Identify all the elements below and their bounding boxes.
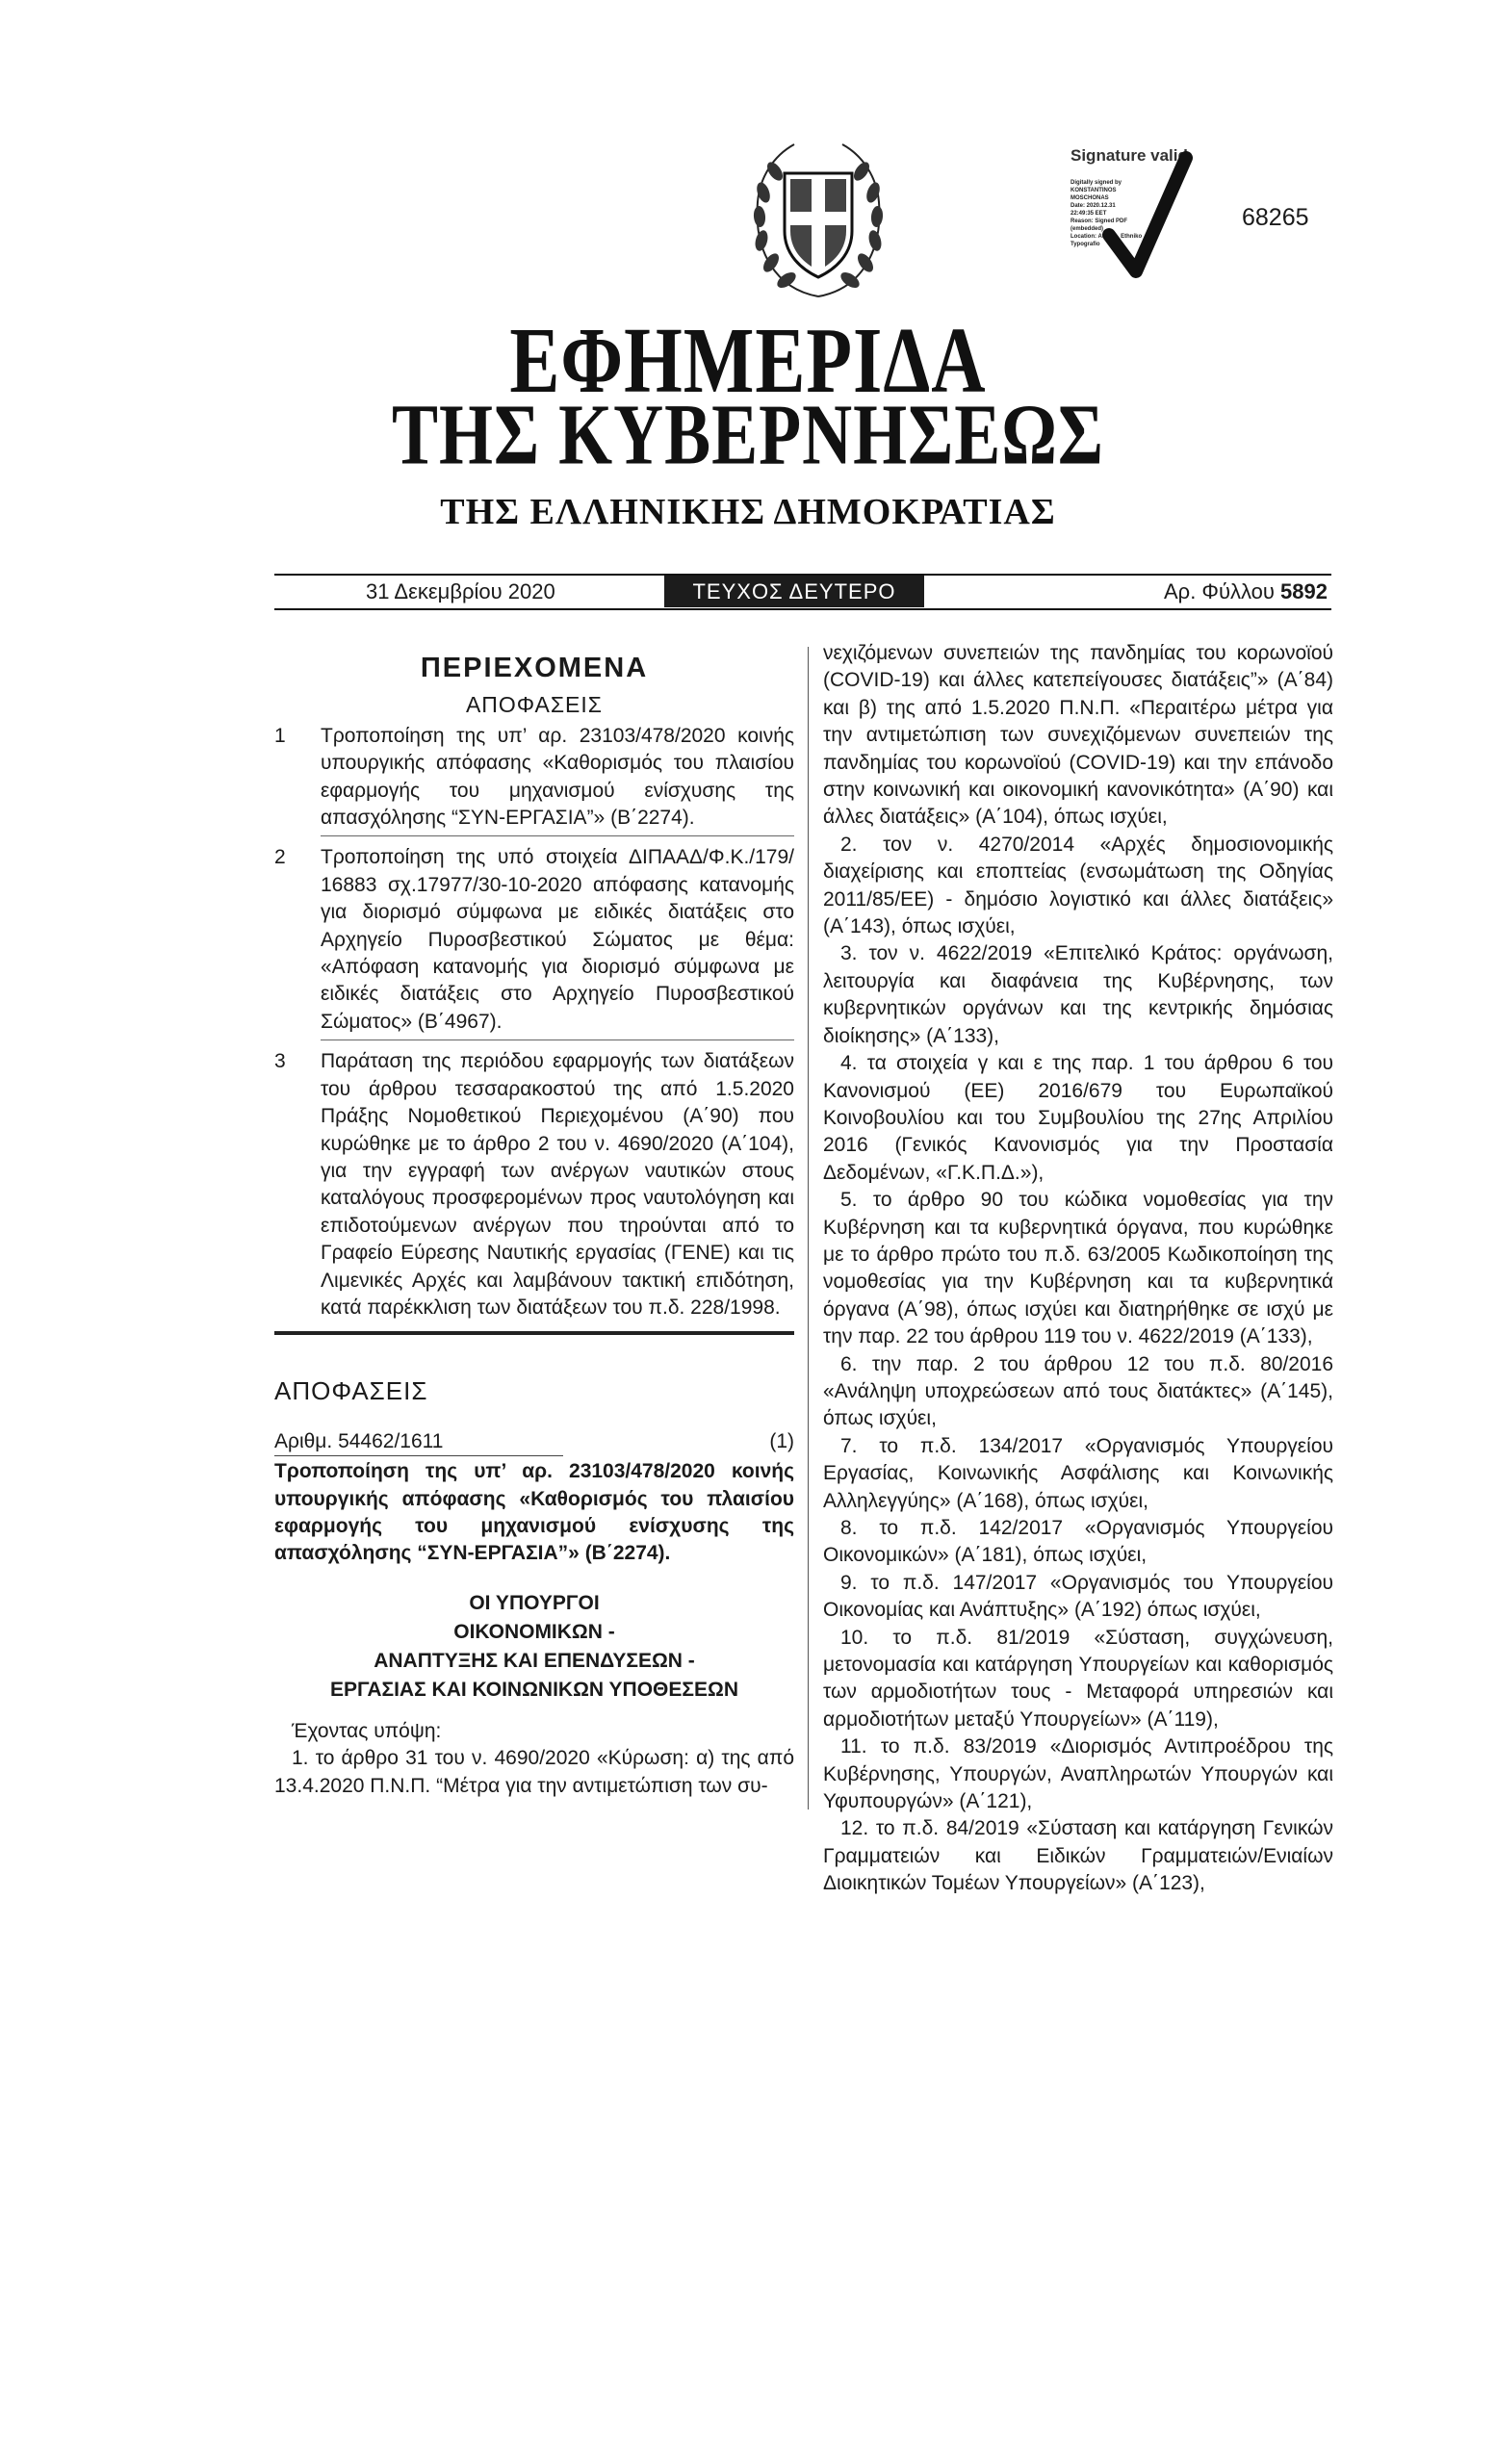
signature-label: Signature valid bbox=[1070, 146, 1188, 165]
issuing-ministers bbox=[274, 1589, 794, 1705]
greek-coat-of-arms-icon bbox=[746, 135, 890, 303]
signature-line: Typografio bbox=[1070, 242, 1100, 247]
legal-basis-paragraph: 9. το π.δ. 147/2017 «Οργανισμός του Υπουργείου Οικονομίας και Ανάπτυξης» (Α΄192) όπως ισχύει, bbox=[823, 1571, 1333, 1622]
left-column bbox=[274, 654, 794, 1800]
signature-line: MOSCHONAS bbox=[1070, 195, 1109, 201]
signature-line: Reason: Signed PDF bbox=[1070, 218, 1128, 224]
toc-item-text: Τροποποίηση της υπό στοιχεία ΔΙΠΑΑΔ/Φ.Κ./179/ 16883 σχ.17977/30-10-2020 απόφασης κατανομής για διορισμό σύμφωνα με ειδικές διατάξεις στο Αρχηγείο Πυροσβεστικού Σώματος με θέμα: «Απόφαση κατανομής για διορισμό σύμφωνα με ειδικές διατάξεις στο Αρχηγείο Πυροσβεστικού Σώματος» (Β΄4967). bbox=[321, 846, 794, 1033]
toc-divider bbox=[321, 835, 794, 836]
ministers-line: ΕΡΓΑΣΙΑΣ ΚΑΙ ΚΟΙΝΩΝΙΚΩΝ ΥΠΟΘΕΣΕΩΝ bbox=[329, 1678, 738, 1701]
checkmark-icon bbox=[1070, 146, 1225, 291]
legal-basis-paragraph: 10. το π.δ. 81/2019 «Σύσταση, συγχώνευση, μετονομασία και κατάργηση Υπουργείων και καθορισμός των αρμοδιοτήτων τους - Μεταφορά υπηρεσιών και αρμοδιοτήτων μεταξύ Υπουργείων» (Α΄119), bbox=[823, 1626, 1333, 1731]
toc-item bbox=[274, 1048, 794, 1322]
decisions-heading: ΑΠΟΦΑΣΕΙΣ bbox=[274, 1376, 428, 1406]
issue-sheet-value: 5892 bbox=[1280, 579, 1328, 603]
toc-item bbox=[274, 844, 794, 1036]
digital-signature-stamp bbox=[1070, 146, 1225, 291]
having-regard: Έχοντας υπόψη: bbox=[292, 1719, 442, 1742]
toc-item-number: 1 bbox=[274, 724, 286, 747]
contents-subheading: ΑΠΟΦΑΣΕΙΣ bbox=[465, 692, 604, 718]
fek-code: 68265 bbox=[1242, 204, 1309, 231]
signature-line: 22:49:35 EET bbox=[1070, 211, 1107, 217]
legal-basis-paragraph: 2. τον ν. 4270/2014 «Αρχές δημοσιονομικής διαχείρισης και εποπτείας (ενσωμάτωση της Οδηγίας 2011/85/ΕΕ) - δημόσιο λογιστικό και άλλες διατάξεις» (Α΄143), όπως ισχύει, bbox=[823, 833, 1333, 938]
signature-line: Date: 2020.12.31 bbox=[1070, 203, 1116, 209]
issue-sheet-prefix: Αρ. Φύλλου bbox=[1164, 579, 1281, 603]
contents-end-rule bbox=[274, 1331, 794, 1335]
legal-basis-paragraph: 4. τα στοιχεία γ και ε της παρ. 1 του άρθρου 6 του Κανονισμού (ΕΕ) 2016/679 του Ευρωπαϊκού Κοινοβουλίου και του Συμβουλίου της 27ης Απριλίου 2016 (Γενικός Κανονισμός για την Προστασία Δεδομένων, «Γ.Κ.Π.Δ.»), bbox=[823, 1052, 1333, 1184]
gazette-republic-line: ΤΗΣ ΕΛΛΗΝΙΚΗΣ ΔΗΜΟΚΡΑΤΙΑΣ bbox=[440, 492, 1056, 532]
legal-basis-paragraph: 8. το π.δ. 142/2017 «Οργανισμός Υπουργείου Οικονομικών» (Α΄181), όπως ισχύει, bbox=[823, 1517, 1333, 1567]
issue-part-badge: ΤΕΥΧΟΣ ΔΕΥΤΕΡΟ bbox=[664, 576, 924, 607]
toc-item-number: 2 bbox=[274, 846, 286, 869]
signature-line: KONSTANTINOS bbox=[1070, 188, 1117, 193]
signature-line: Digitally signed by bbox=[1070, 180, 1122, 186]
legal-basis-paragraph: 7. το π.δ. 134/2017 «Οργανισμός Υπουργείου Εργασίας, Κοινωνικής Ασφάλισης και Κοινωνικής Αλληλεγγύης» (Α΄168), όπως ισχύει, bbox=[823, 1434, 1333, 1512]
decision-number-rule bbox=[274, 1455, 563, 1456]
issue-sheet-number bbox=[1164, 579, 1328, 604]
ministers-line: ΟΙΚΟΝΟΜΙΚΩΝ - bbox=[453, 1620, 615, 1643]
right-column bbox=[823, 640, 1333, 1898]
legal-basis-paragraph: 5. το άρθρο 90 του κώδικα νομοθεσίας για την Κυβέρνηση και τα κυβερνητικά όργανα, που κυρώθηκε με το άρθρο πρώτο του π.δ. 63/2005 Κωδικοποίηση της νομοθεσίας για την Κυβέρνηση και τα κυβερνητικά όργανα (Α΄98), όπως ισχύει και διατηρήθηκε σε ισχύ με την παρ. 22 του άρθρου 119 του ν. 4622/2019 (Α΄133), bbox=[823, 1189, 1333, 1348]
issue-date: 31 Δεκεμβρίου 2020 bbox=[366, 579, 555, 603]
toc-item-text: Παράταση της περιόδου εφαρμογής των διατάξεων του άρθρου τεσσαρακοστού της από 1.5.2020 Πράξης Νομοθετικού Περιεχομένου (Α΄90) που κυρώθηκε με το άρθρο 2 του ν. 4690/2020 (Α΄104), για την εγγραφή των ανέργων ναυτικών στους καταλόγους προσφερομένων προς ναυτολόγηση και επιδοτούμενων ανέργων που τηρούνται από το Γραφείο Εύρεσης Ναυτικής εργασίας (ΓΕΝΕ) και τις Λιμενικές Αρχές και λαμβάνουν τακτική επιδότηση, κατά παρέκκλιση των διατάξεων του π.δ. 228/1998. bbox=[321, 1050, 794, 1319]
legal-basis-paragraph: 3. τον ν. 4622/2019 «Επιτελικό Κράτος: οργάνωση, λειτουργία και διαφάνεια της Κυβέρνησης, των κυβερνητικών οργάνων και της κεντρικής δημόσιας διοίκησης» (Α΄133), bbox=[823, 942, 1333, 1047]
toc-item-text: Τροποποίηση της υπ’ αρ. 23103/478/2020 κοινής υπουργικής απόφασης «Καθορισμός του πλαισίου εφαρμογής του μηχανισμού ενίσχυσης της απασχόλησης “ΣΥΝ-ΕΡΓΑΣΙΑ”» (Β΄2274). bbox=[321, 724, 794, 830]
legal-basis-paragraph: 6. την παρ. 2 του άρθρου 12 του π.δ. 80/2016 «Ανάληψη υποχρεώσεων από τους διατάκτες» (Α΄145), όπως ισχύει, bbox=[823, 1352, 1333, 1430]
signature-line: Location: Athens, Ethniko bbox=[1070, 234, 1143, 240]
signature-line: (embedded) bbox=[1070, 226, 1104, 232]
gazette-title: ΕΦΗΜΕΡΙΔΑ bbox=[509, 307, 987, 412]
contents-heading: ΠΕΡΙΕΧΟΜΕΝΑ bbox=[420, 653, 649, 683]
legal-basis-paragraph: 12. το π.δ. 84/2019 «Σύσταση και κατάργηση Γενικών Γραμματειών και Ειδικών Γραμματειών/Ενιαίων Διοικητικών Τομέων Υπουργείων» (Α΄123), bbox=[823, 1817, 1333, 1895]
legal-basis-paragraph: 1. το άρθρο 31 του ν. 4690/2020 «Κύρωση: α) της από 13.4.2020 Π.Ν.Π. “Μέτρα για την αντιμετώπιση των συ- bbox=[274, 1747, 794, 1797]
legal-basis-paragraph: νεχιζόμενων συνεπειών της πανδημίας του κορωνοϊού (COVID-19) και άλλες κατεπείγουσες διατάξεις”» (Α΄84) και β) της από 1.5.2020 Π.Ν.Π. «Περαιτέρω μέτρα για την αντιμετώπιση των συνεχιζόμενων συνεπειών της πανδημίας του κορωνοϊού (COVID-19) και την επάνοδο στην κοινωνική και οικονομική κανονικότητα» (Α΄90) και άλλες διατάξεις» (Α΄104), όπως ισχύει, bbox=[823, 642, 1333, 829]
decision-number: Αριθμ. 54462/1611 bbox=[274, 1429, 444, 1452]
ministers-line: ΟΙ ΥΠΟΥΡΓΟΙ bbox=[469, 1591, 600, 1614]
toc-item-number: 3 bbox=[274, 1050, 286, 1073]
legal-basis-paragraph: 11. το π.δ. 83/2019 «Διορισμός Αντιπροέδρου της Κυβέρνησης, Υπουργών, Αναπληρωτών Υπουργών και Υφυπουργών» (Α΄121), bbox=[823, 1735, 1333, 1813]
toc-item bbox=[274, 723, 794, 833]
issue-bar-rule-bottom bbox=[274, 608, 1331, 610]
decision-index: (1) bbox=[769, 1429, 794, 1452]
column-separator bbox=[808, 647, 809, 1810]
ministers-line: ΑΝΑΠΤΥΞΗΣ ΚΑΙ ΕΠΕΝΔΥΣΕΩΝ - bbox=[374, 1649, 695, 1672]
decision-title: Τροποποίηση της υπ’ αρ. 23103/478/2020 κοινής υπουργικής απόφασης «Καθορισμός του πλαισίου εφαρμογής του μηχανισμού ενίσχυσης της απασχόλησης “ΣΥΝ-ΕΡΓΑΣΙΑ”» (Β΄2274). bbox=[274, 1460, 794, 1565]
gazette-subtitle: ΤΗΣ ΚΥΒΕΡΝΗΣΕΩΣ bbox=[392, 386, 1104, 483]
decision-number-row bbox=[274, 1428, 794, 1455]
